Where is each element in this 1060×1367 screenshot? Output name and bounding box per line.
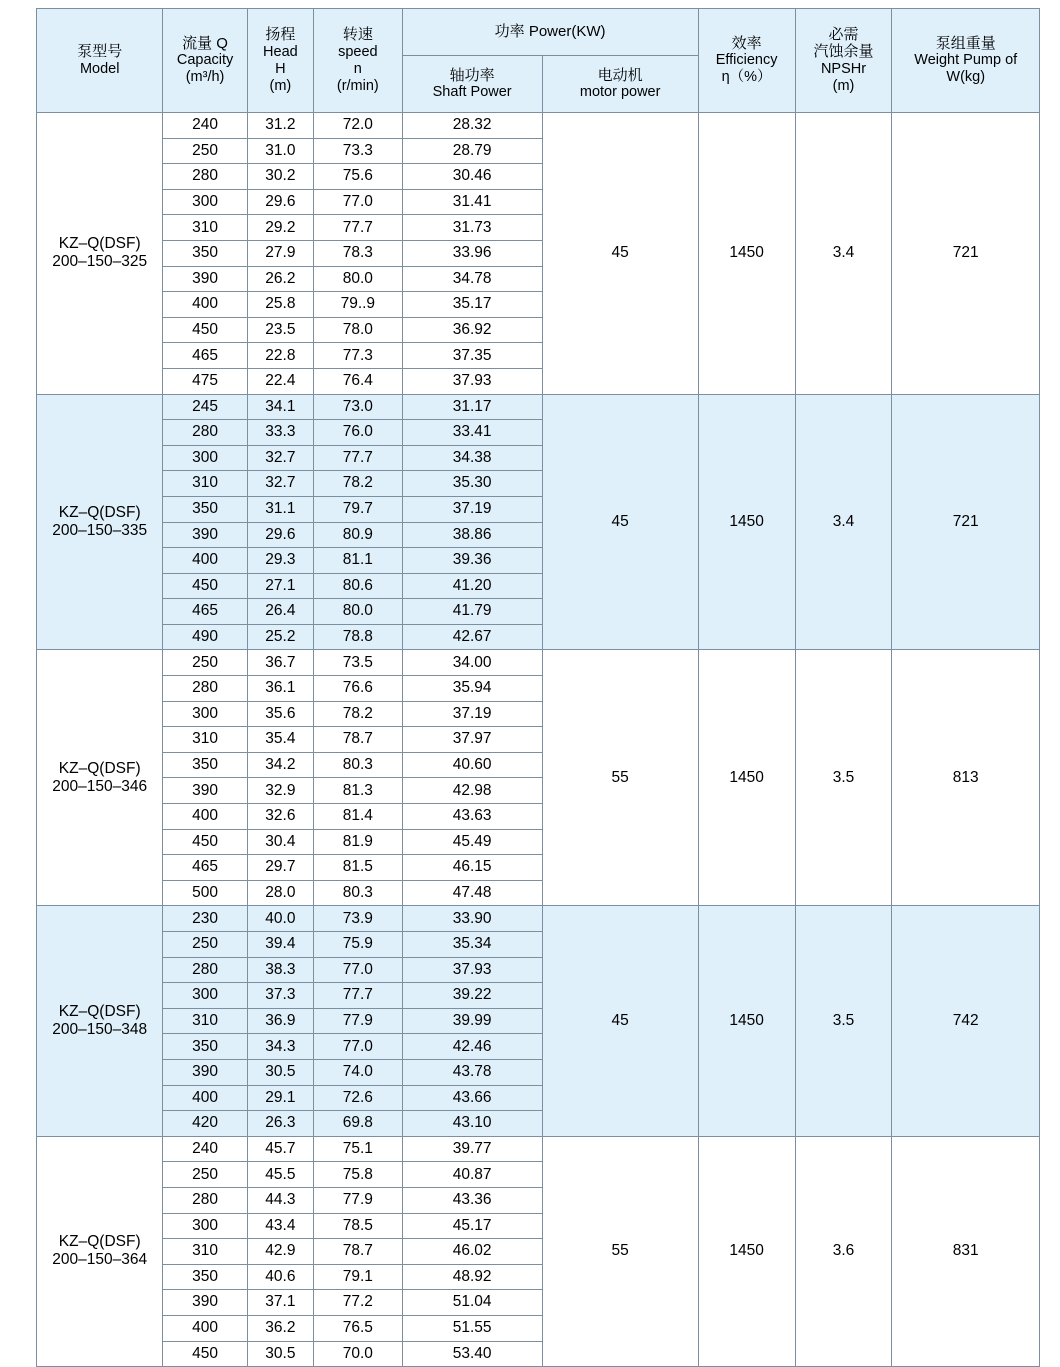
- cell-weight: 721: [892, 113, 1040, 395]
- header-weight-unit: W(kg): [946, 69, 986, 86]
- header-motor-power: [542, 56, 698, 113]
- cell-head: 37.1: [247, 1290, 313, 1316]
- cell-head: 45.5: [247, 1162, 313, 1188]
- cell-capacity: 465: [163, 343, 247, 369]
- cell-weight: 813: [892, 650, 1040, 906]
- cell-head: 34.3: [247, 1034, 313, 1060]
- cell-shaft-power: 42.67: [402, 624, 542, 650]
- cell-speed: 76.4: [314, 368, 403, 394]
- cell-speed: 78.8: [314, 624, 403, 650]
- cell-shaft-power: 33.90: [402, 906, 542, 932]
- cell-speed: 73.0: [314, 394, 403, 420]
- cell-head: 42.9: [247, 1239, 313, 1265]
- cell-speed: 69.8: [314, 1111, 403, 1137]
- table-row: [37, 113, 1040, 139]
- cell-speed: 78.2: [314, 471, 403, 497]
- cell-capacity: 300: [163, 701, 247, 727]
- cell-shaft-power: 37.19: [402, 496, 542, 522]
- cell-head: 29.2: [247, 215, 313, 241]
- cell-head: 29.7: [247, 855, 313, 881]
- cell-shaft-power: 37.93: [402, 957, 542, 983]
- header-row-top: [37, 9, 1040, 56]
- header-efficiency-unit: η（%）: [721, 69, 772, 86]
- cell-shaft-power: 35.17: [402, 292, 542, 318]
- cell-head: 38.3: [247, 957, 313, 983]
- cell-shaft-power: 45.49: [402, 829, 542, 855]
- cell-shaft-power: 31.41: [402, 189, 542, 215]
- header-shaft-power: [402, 56, 542, 113]
- cell-efficiency: 1450: [698, 113, 795, 395]
- cell-shaft-power: 34.78: [402, 266, 542, 292]
- cell-capacity: 310: [163, 471, 247, 497]
- table-body: [37, 113, 1040, 1367]
- cell-speed: 74.0: [314, 1059, 403, 1085]
- cell-speed: 75.6: [314, 164, 403, 190]
- header-speed-en: speed: [338, 43, 378, 60]
- header-shaft-en: Shaft Power: [432, 84, 512, 101]
- cell-capacity: 230: [163, 906, 247, 932]
- cell-shaft-power: 37.35: [402, 343, 542, 369]
- cell-npshr: 3.4: [795, 394, 892, 650]
- header-speed-unit: (r/min): [336, 77, 379, 94]
- model-line-2: 200–150–346: [52, 777, 148, 795]
- cell-head: 28.0: [247, 880, 313, 906]
- cell-efficiency: 1450: [698, 1136, 795, 1366]
- cell-head: 22.4: [247, 368, 313, 394]
- cell-speed: 78.3: [314, 240, 403, 266]
- cell-shaft-power: 38.86: [402, 522, 542, 548]
- cell-head: 37.3: [247, 983, 313, 1009]
- cell-capacity: 450: [163, 317, 247, 343]
- header-head-symbol: H: [275, 60, 286, 77]
- cell-speed: 76.0: [314, 420, 403, 446]
- cell-capacity: 310: [163, 727, 247, 753]
- cell-speed: 80.9: [314, 522, 403, 548]
- cell-shaft-power: 34.38: [402, 445, 542, 471]
- cell-speed: 79.7: [314, 496, 403, 522]
- header-head-en: Head: [263, 43, 298, 60]
- cell-shaft-power: 39.22: [402, 983, 542, 1009]
- cell-capacity: 250: [163, 932, 247, 958]
- cell-weight: 742: [892, 906, 1040, 1136]
- cell-head: 29.6: [247, 189, 313, 215]
- cell-speed: 77.9: [314, 1187, 403, 1213]
- cell-head: 44.3: [247, 1187, 313, 1213]
- cell-head: 36.2: [247, 1315, 313, 1341]
- header-speed-cn: 转速: [342, 25, 373, 43]
- cell-speed: 80.6: [314, 573, 403, 599]
- cell-npshr: 3.4: [795, 113, 892, 395]
- cell-head: 34.1: [247, 394, 313, 420]
- model-line-2: 200–150–364: [52, 1251, 148, 1269]
- cell-speed: 73.3: [314, 138, 403, 164]
- cell-shaft-power: 37.97: [402, 727, 542, 753]
- cell-speed: 80.0: [314, 599, 403, 625]
- cell-shaft-power: 51.04: [402, 1290, 542, 1316]
- cell-shaft-power: 43.66: [402, 1085, 542, 1111]
- cell-capacity: 500: [163, 880, 247, 906]
- cell-head: 36.1: [247, 676, 313, 702]
- cell-motor-power: 55: [542, 1136, 698, 1366]
- cell-head: 32.9: [247, 778, 313, 804]
- header-model-en: Model: [79, 60, 120, 77]
- cell-head: 35.6: [247, 701, 313, 727]
- cell-shaft-power: 53.40: [402, 1341, 542, 1367]
- cell-speed: 76.6: [314, 676, 403, 702]
- cell-head: 27.9: [247, 240, 313, 266]
- cell-capacity: 240: [163, 1136, 247, 1162]
- cell-capacity: 450: [163, 829, 247, 855]
- cell-speed: 78.5: [314, 1213, 403, 1239]
- cell-capacity: 280: [163, 957, 247, 983]
- cell-speed: 81.9: [314, 829, 403, 855]
- model-line-1: KZ–Q(DSF): [58, 759, 141, 777]
- model-line-2: 200–150–335: [52, 522, 148, 539]
- cell-speed: 81.5: [314, 855, 403, 881]
- cell-shaft-power: 46.15: [402, 855, 542, 881]
- cell-head: 27.1: [247, 573, 313, 599]
- cell-head: 36.9: [247, 1008, 313, 1034]
- cell-npshr: 3.6: [795, 1136, 892, 1366]
- header-speed: [314, 9, 403, 113]
- cell-capacity: 310: [163, 1239, 247, 1265]
- model-line-1: KZ–Q(DSF): [58, 234, 141, 252]
- cell-motor-power: 55: [542, 650, 698, 906]
- cell-shaft-power: 39.77: [402, 1136, 542, 1162]
- cell-head: 40.6: [247, 1264, 313, 1290]
- header-shaft-cn: 轴功率: [449, 66, 495, 84]
- cell-head: 29.1: [247, 1085, 313, 1111]
- cell-capacity: 390: [163, 778, 247, 804]
- cell-capacity: 390: [163, 522, 247, 548]
- cell-shaft-power: 43.63: [402, 804, 542, 830]
- header-model-cn: 泵型号: [77, 43, 123, 61]
- header-weight-en: Weight Pump of: [914, 52, 1018, 69]
- cell-capacity: 390: [163, 1059, 247, 1085]
- header-efficiency: [698, 9, 795, 113]
- cell-capacity: 300: [163, 445, 247, 471]
- cell-efficiency: 1450: [698, 906, 795, 1136]
- cell-capacity: 400: [163, 1085, 247, 1111]
- cell-speed: 78.2: [314, 701, 403, 727]
- cell-capacity: 280: [163, 1187, 247, 1213]
- cell-shaft-power: 35.30: [402, 471, 542, 497]
- cell-shaft-power: 48.92: [402, 1264, 542, 1290]
- cell-head: 30.4: [247, 829, 313, 855]
- pump-specification-table: [36, 8, 1040, 1367]
- header-model: [37, 9, 163, 113]
- cell-motor-power: 45: [542, 906, 698, 1136]
- cell-model: [37, 1136, 163, 1366]
- cell-shaft-power: 36.92: [402, 317, 542, 343]
- cell-head: 40.0: [247, 906, 313, 932]
- cell-capacity: 300: [163, 983, 247, 1009]
- cell-head: 23.5: [247, 317, 313, 343]
- header-efficiency-en: Efficiency: [715, 52, 778, 69]
- cell-shaft-power: 37.93: [402, 368, 542, 394]
- model-line-2: 200–150–325: [52, 253, 148, 271]
- cell-speed: 72.0: [314, 113, 403, 139]
- cell-speed: 73.9: [314, 906, 403, 932]
- cell-shaft-power: 30.46: [402, 164, 542, 190]
- cell-capacity: 245: [163, 394, 247, 420]
- model-line-1: KZ–Q(DSF): [58, 1233, 141, 1251]
- table-row: [37, 394, 1040, 420]
- cell-head: 30.2: [247, 164, 313, 190]
- cell-capacity: 400: [163, 804, 247, 830]
- cell-capacity: 450: [163, 573, 247, 599]
- cell-speed: 81.4: [314, 804, 403, 830]
- cell-shaft-power: 37.19: [402, 701, 542, 727]
- cell-head: 32.6: [247, 804, 313, 830]
- cell-head: 36.7: [247, 650, 313, 676]
- cell-head: 29.3: [247, 548, 313, 574]
- cell-speed: 77.0: [314, 189, 403, 215]
- cell-head: 33.3: [247, 420, 313, 446]
- cell-head: 22.8: [247, 343, 313, 369]
- cell-speed: 73.5: [314, 650, 403, 676]
- cell-head: 32.7: [247, 445, 313, 471]
- cell-shaft-power: 35.94: [402, 676, 542, 702]
- cell-speed: 79..9: [314, 292, 403, 318]
- cell-capacity: 465: [163, 855, 247, 881]
- header-speed-symbol: n: [353, 60, 362, 77]
- cell-capacity: 310: [163, 1008, 247, 1034]
- cell-shaft-power: 28.32: [402, 113, 542, 139]
- cell-capacity: 390: [163, 266, 247, 292]
- cell-shaft-power: 45.17: [402, 1213, 542, 1239]
- cell-speed: 77.9: [314, 1008, 403, 1034]
- cell-head: 25.8: [247, 292, 313, 318]
- cell-head: 31.2: [247, 113, 313, 139]
- cell-npshr: 3.5: [795, 906, 892, 1136]
- cell-capacity: 280: [163, 164, 247, 190]
- cell-capacity: 280: [163, 420, 247, 446]
- cell-speed: 72.6: [314, 1085, 403, 1111]
- cell-shaft-power: 43.78: [402, 1059, 542, 1085]
- cell-shaft-power: 39.99: [402, 1008, 542, 1034]
- cell-capacity: 465: [163, 599, 247, 625]
- header-npshr-cn1: 必需: [828, 25, 859, 43]
- cell-shaft-power: 35.34: [402, 932, 542, 958]
- cell-shaft-power: 40.87: [402, 1162, 542, 1188]
- cell-speed: 78.7: [314, 1239, 403, 1265]
- cell-model: [37, 113, 163, 395]
- cell-head: 31.0: [247, 138, 313, 164]
- cell-head: 34.2: [247, 752, 313, 778]
- cell-shaft-power: 43.10: [402, 1111, 542, 1137]
- table-row: [37, 650, 1040, 676]
- header-capacity: [163, 9, 247, 113]
- cell-capacity: 450: [163, 1341, 247, 1367]
- header-weight-cn: 泵组重量: [935, 34, 996, 52]
- header-power-group: 功率 Power(KW): [402, 9, 698, 56]
- cell-speed: 78.7: [314, 727, 403, 753]
- cell-capacity: 390: [163, 1290, 247, 1316]
- header-npshr-unit: (m): [832, 78, 855, 95]
- header-npshr-en: NPSHr: [820, 61, 867, 78]
- cell-shaft-power: 41.20: [402, 573, 542, 599]
- cell-speed: 80.3: [314, 880, 403, 906]
- cell-capacity: 350: [163, 752, 247, 778]
- cell-model: [37, 650, 163, 906]
- cell-shaft-power: 31.73: [402, 215, 542, 241]
- cell-motor-power: 45: [542, 394, 698, 650]
- cell-head: 25.2: [247, 624, 313, 650]
- cell-shaft-power: 39.36: [402, 548, 542, 574]
- cell-efficiency: 1450: [698, 394, 795, 650]
- cell-speed: 75.8: [314, 1162, 403, 1188]
- header-efficiency-cn: 效率: [731, 34, 762, 52]
- cell-head: 32.7: [247, 471, 313, 497]
- cell-speed: 77.7: [314, 983, 403, 1009]
- cell-capacity: 250: [163, 138, 247, 164]
- cell-head: 35.4: [247, 727, 313, 753]
- cell-capacity: 490: [163, 624, 247, 650]
- cell-speed: 80.3: [314, 752, 403, 778]
- cell-speed: 75.9: [314, 932, 403, 958]
- header-motor-cn: 电动机: [597, 66, 643, 84]
- cell-shaft-power: 40.60: [402, 752, 542, 778]
- cell-capacity: 475: [163, 368, 247, 394]
- cell-capacity: 300: [163, 1213, 247, 1239]
- cell-head: 30.5: [247, 1341, 313, 1367]
- cell-head: 43.4: [247, 1213, 313, 1239]
- cell-speed: 77.0: [314, 957, 403, 983]
- cell-efficiency: 1450: [698, 650, 795, 906]
- table-row: [37, 1136, 1040, 1162]
- cell-capacity: 240: [163, 113, 247, 139]
- cell-head: 31.1: [247, 496, 313, 522]
- cell-head: 39.4: [247, 932, 313, 958]
- header-head-cn: 扬程: [265, 25, 296, 43]
- cell-capacity: 400: [163, 292, 247, 318]
- cell-shaft-power: 42.98: [402, 778, 542, 804]
- cell-speed: 77.3: [314, 343, 403, 369]
- cell-speed: 77.7: [314, 445, 403, 471]
- header-head: [247, 9, 313, 113]
- model-line-2: 200–150–348: [52, 1021, 148, 1039]
- cell-capacity: 350: [163, 240, 247, 266]
- cell-head: 29.6: [247, 522, 313, 548]
- cell-capacity: 250: [163, 650, 247, 676]
- cell-capacity: 400: [163, 548, 247, 574]
- cell-capacity: 250: [163, 1162, 247, 1188]
- cell-head: 45.7: [247, 1136, 313, 1162]
- cell-weight: 831: [892, 1136, 1040, 1366]
- cell-capacity: 350: [163, 1264, 247, 1290]
- header-npshr: [795, 9, 892, 113]
- header-npshr-cn2: 汽蚀余量: [813, 43, 874, 61]
- cell-head: 26.2: [247, 266, 313, 292]
- cell-speed: 76.5: [314, 1315, 403, 1341]
- cell-speed: 70.0: [314, 1341, 403, 1367]
- model-line-1: KZ–Q(DSF): [58, 503, 141, 521]
- cell-head: 26.4: [247, 599, 313, 625]
- header-capacity-en: Capacity: [176, 52, 234, 69]
- cell-shaft-power: 34.00: [402, 650, 542, 676]
- cell-speed: 77.7: [314, 215, 403, 241]
- cell-speed: 79.1: [314, 1264, 403, 1290]
- table-row: [37, 906, 1040, 932]
- cell-capacity: 400: [163, 1315, 247, 1341]
- cell-shaft-power: 51.55: [402, 1315, 542, 1341]
- model-line-1: KZ–Q(DSF): [58, 1002, 141, 1020]
- cell-speed: 81.3: [314, 778, 403, 804]
- cell-npshr: 3.5: [795, 650, 892, 906]
- cell-shaft-power: 28.79: [402, 138, 542, 164]
- cell-shaft-power: 47.48: [402, 880, 542, 906]
- cell-shaft-power: 31.17: [402, 394, 542, 420]
- cell-speed: 77.2: [314, 1290, 403, 1316]
- header-motor-en: motor power: [579, 84, 661, 101]
- cell-shaft-power: 33.41: [402, 420, 542, 446]
- cell-speed: 78.0: [314, 317, 403, 343]
- cell-capacity: 300: [163, 189, 247, 215]
- cell-model: [37, 906, 163, 1136]
- cell-shaft-power: 41.79: [402, 599, 542, 625]
- header-weight: [892, 9, 1040, 113]
- header-head-unit: (m): [269, 77, 292, 94]
- cell-shaft-power: 43.36: [402, 1187, 542, 1213]
- cell-capacity: 280: [163, 676, 247, 702]
- cell-capacity: 420: [163, 1111, 247, 1137]
- cell-motor-power: 45: [542, 113, 698, 395]
- cell-model: [37, 394, 163, 650]
- cell-shaft-power: 46.02: [402, 1239, 542, 1265]
- cell-shaft-power: 42.46: [402, 1034, 542, 1060]
- cell-head: 26.3: [247, 1111, 313, 1137]
- cell-capacity: 350: [163, 1034, 247, 1060]
- cell-weight: 721: [892, 394, 1040, 650]
- cell-speed: 77.0: [314, 1034, 403, 1060]
- cell-speed: 81.1: [314, 548, 403, 574]
- table-header: [37, 9, 1040, 113]
- cell-speed: 75.1: [314, 1136, 403, 1162]
- header-capacity-unit: (m³/h): [185, 69, 225, 86]
- header-capacity-cn: 流量 Q: [182, 34, 228, 52]
- cell-head: 30.5: [247, 1059, 313, 1085]
- cell-capacity: 350: [163, 496, 247, 522]
- cell-shaft-power: 33.96: [402, 240, 542, 266]
- cell-speed: 80.0: [314, 266, 403, 292]
- cell-capacity: 310: [163, 215, 247, 241]
